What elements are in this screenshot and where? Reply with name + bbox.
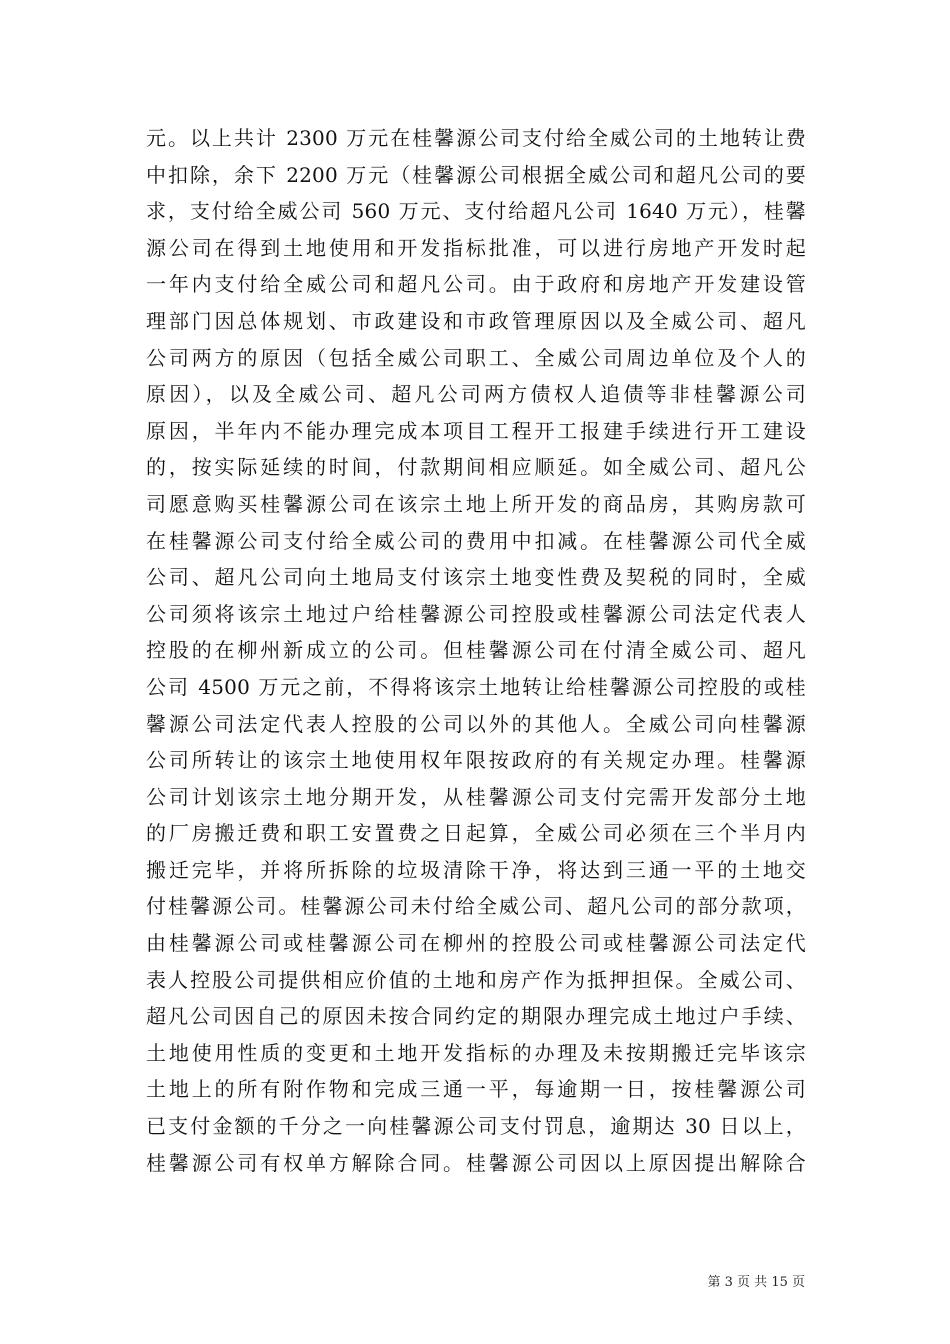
body-line: 表人控股公司提供相应价值的土地和房产作为抵押担保。全威公司、 bbox=[146, 967, 806, 992]
body-line: 搬迁完毕，并将所拆除的垃圾清除干净，将达到三通一平的土地交 bbox=[146, 857, 806, 882]
body-line: 司愿意购买桂馨源公司在该宗土地上所开发的商品房，其购房款可 bbox=[146, 491, 806, 516]
body-line: 求，支付给全威公司 560 万元、支付给超凡公司 1640 万元），桂馨 bbox=[146, 199, 806, 224]
body-line: 原因，半年内不能办理完成本项目工程开工报建手续进行开工建设 bbox=[146, 418, 806, 443]
body-line: 已支付金额的千分之一向桂馨源公司支付罚息，逾期达 30 日以上， bbox=[146, 1114, 806, 1139]
body-line: 公司须将该宗土地过户给桂馨源公司控股或桂馨源公司法定代表人 bbox=[146, 601, 806, 626]
body-line: 土地上的所有附作物和完成三通一平，每逾期一日，按桂馨源公司 bbox=[146, 1077, 806, 1102]
page-number-footer: 第 3 页 共 15 页 bbox=[707, 1275, 805, 1290]
body-line: 公司、超凡公司向土地局支付该宗土地变性费及契税的同时，全威 bbox=[146, 565, 806, 590]
body-line: 中扣除，余下 2200 万元（桂馨源公司根据全威公司和超凡公司的要 bbox=[146, 162, 806, 187]
body-line: 理部门因总体规划、市政建设和市政管理原因以及全威公司、超凡 bbox=[146, 308, 806, 333]
body-line: 源公司在得到土地使用和开发指标批准，可以进行房地产开发时起 bbox=[146, 235, 806, 260]
body-line: 的厂房搬迁费和职工安置费之日起算，全威公司必须在三个半月内 bbox=[146, 821, 806, 846]
body-line: 的，按实际延续的时间，付款期间相应顺延。如全威公司、超凡公 bbox=[146, 455, 806, 480]
body-line: 公司所转让的该宗土地使用权年限按政府的有关规定办理。桂馨源 bbox=[146, 748, 806, 773]
body-line: 原因），以及全威公司、超凡公司两方债权人追债等非桂馨源公司 bbox=[146, 382, 806, 407]
body-line: 土地使用性质的变更和土地开发指标的办理及未按期搬迁完毕该宗 bbox=[146, 1040, 806, 1065]
body-line: 公司计划该宗土地分期开发，从桂馨源公司支付完需开发部分土地 bbox=[146, 784, 806, 809]
body-line: 公司两方的原因（包括全威公司职工、全威公司周边单位及个人的 bbox=[146, 345, 806, 370]
body-line: 元。以上共计 2300 万元在桂馨源公司支付给全威公司的土地转让费 bbox=[146, 126, 806, 150]
body-line: 在桂馨源公司支付给全威公司的费用中扣减。在桂馨源公司代全威 bbox=[146, 528, 806, 553]
body-line: 由桂馨源公司或桂馨源公司在柳州的控股公司或桂馨源公司法定代 bbox=[146, 931, 806, 956]
body-line: 控股的在柳州新成立的公司。但桂馨源公司在付清全威公司、超凡 bbox=[146, 638, 806, 663]
body-line: 公司 4500 万元之前，不得将该宗土地转让给桂馨源公司控股的或桂 bbox=[146, 674, 806, 699]
document-body bbox=[146, 120, 806, 1181]
body-line: 超凡公司因自己的原因未按合同约定的期限办理完成土地过户手续、 bbox=[146, 1004, 806, 1029]
body-line: 馨源公司法定代表人控股的公司以外的其他人。全威公司向桂馨源 bbox=[146, 711, 806, 736]
body-line: 一年内支付给全威公司和超凡公司。由于政府和房地产开发建设管 bbox=[146, 272, 806, 297]
body-line: 付桂馨源公司。桂馨源公司未付给全威公司、超凡公司的部分款项， bbox=[146, 894, 806, 919]
body-line: 桂馨源公司有权单方解除合同。桂馨源公司因以上原因提出解除合 bbox=[146, 1150, 806, 1175]
